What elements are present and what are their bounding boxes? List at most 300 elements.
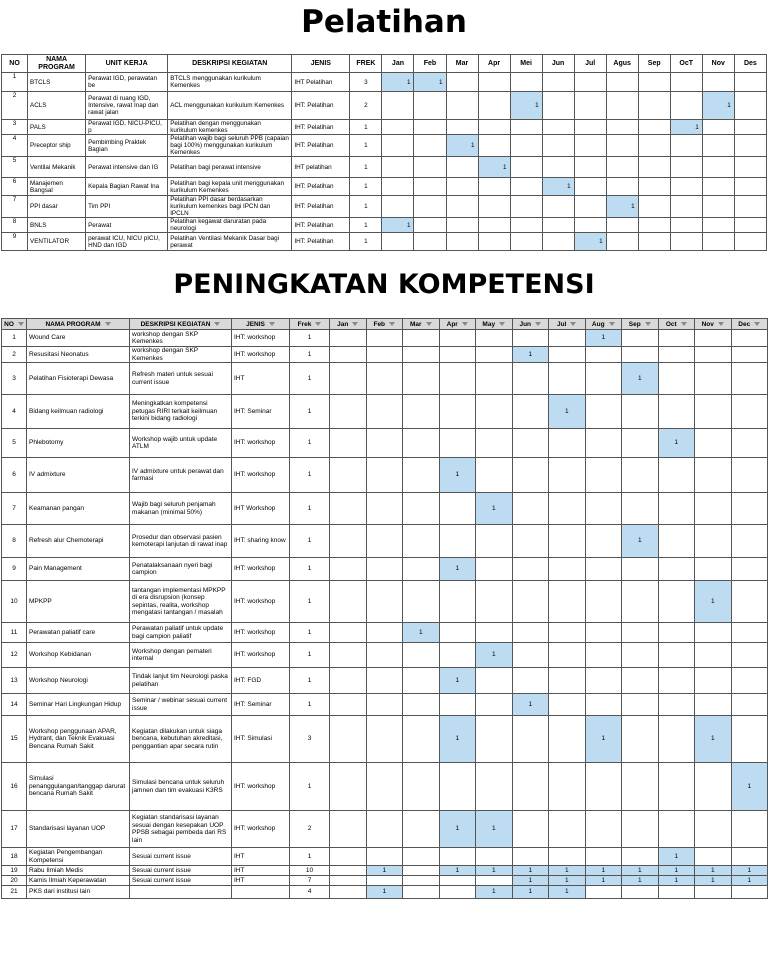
- header-cell-9: [476, 319, 513, 330]
- frekuensi: 1: [290, 581, 330, 623]
- program-name: Keamanan pangan: [27, 493, 130, 525]
- month-cell: [439, 363, 476, 395]
- month-cell: [403, 668, 440, 694]
- row-no: 16: [2, 763, 27, 811]
- header-cell-3: [232, 319, 290, 330]
- month-mark: 1: [512, 347, 549, 363]
- jenis: IHT: workshop: [232, 623, 290, 643]
- month-cell: [542, 73, 574, 92]
- deskripsi: Penatalaksanaan nyeri bagi campion: [130, 558, 232, 581]
- frekuensi: 1: [290, 458, 330, 493]
- jenis: IHT: Pelatihan: [292, 178, 350, 196]
- month-cell: [731, 525, 768, 558]
- month-mark: 1: [606, 196, 638, 218]
- filter-dropdown-icon[interactable]: [754, 322, 760, 326]
- header-cell-16: [731, 319, 768, 330]
- month-cell: [414, 218, 446, 233]
- filter-dropdown-icon[interactable]: [105, 322, 111, 326]
- header-cell-12: [585, 319, 622, 330]
- month-mark: 1: [622, 876, 659, 886]
- month-cell: [478, 178, 510, 196]
- program-name: Seminar Hari Lingkungan Hidup: [27, 694, 130, 716]
- filter-dropdown-icon[interactable]: [462, 322, 468, 326]
- unit-kerja: Kepala Bagian Rawat Ina: [86, 178, 168, 196]
- frekuensi: 1: [350, 218, 382, 233]
- month-cell: [622, 848, 659, 866]
- month-cell: [439, 429, 476, 458]
- month-cell: [478, 218, 510, 233]
- month-cell: [382, 233, 414, 251]
- pelatihan-table: [1, 54, 767, 251]
- header-cell-5: FREK: [350, 55, 382, 73]
- program-name: Simulasi penanggulangan/tanggap darurat bencana Rumah Sakit: [27, 763, 130, 811]
- month-cell: [734, 218, 766, 233]
- filter-dropdown-icon[interactable]: [426, 322, 432, 326]
- month-cell: [695, 668, 732, 694]
- unit-kerja: Perawat intensive dan IG: [86, 157, 168, 178]
- month-cell: [731, 811, 768, 848]
- month-mark: 1: [731, 763, 768, 811]
- header-cell-6: Jan: [382, 55, 414, 73]
- month-cell: [549, 347, 586, 363]
- month-mark: 1: [476, 866, 513, 876]
- deskripsi: Pelatihan bagi perawat intensive: [168, 157, 292, 178]
- month-cell: [574, 218, 606, 233]
- month-cell: [585, 886, 622, 899]
- unit-kerja: Perawat di ruang IGD, Intensive, rawat Inap dan rawat jalan: [86, 92, 168, 120]
- unit-kerja: Perawat IGD, perawatan be: [86, 73, 168, 92]
- program-name: BNLS: [28, 218, 86, 233]
- month-cell: [403, 363, 440, 395]
- month-cell: [574, 92, 606, 120]
- month-cell: [366, 395, 403, 429]
- month-cell: [439, 643, 476, 668]
- month-mark: 1: [446, 135, 478, 157]
- month-cell: [439, 763, 476, 811]
- month-cell: [403, 886, 440, 899]
- month-cell: [510, 218, 542, 233]
- frekuensi: 1: [290, 763, 330, 811]
- program-name: Workshop penggunaan APAR, Hydrant, dan Teknik Evakuasi Bencana Rumah Sakit: [27, 716, 130, 763]
- month-cell: [330, 866, 367, 876]
- month-cell: [476, 558, 513, 581]
- filter-dropdown-icon[interactable]: [389, 322, 395, 326]
- month-cell: [510, 233, 542, 251]
- jenis: IHT: [232, 363, 290, 395]
- deskripsi: Simulasi bencana untuk seluruh jamnen dan tim evakuasi K3RS: [130, 763, 232, 811]
- table-row: [2, 848, 768, 866]
- table-row: [2, 395, 768, 429]
- deskripsi: Kegiatan dilakukan untuk siaga bencana, kebutuhan akreditasi, penggantian apar secara rutin: [130, 716, 232, 763]
- filter-dropdown-icon[interactable]: [609, 322, 615, 326]
- month-cell: [476, 458, 513, 493]
- program-name: Resusitasi Neonatus: [27, 347, 130, 363]
- month-mark: 1: [510, 92, 542, 120]
- month-cell: [414, 120, 446, 135]
- month-cell: [366, 848, 403, 866]
- month-cell: [439, 876, 476, 886]
- program-name: Standarisasi layanan UOP: [27, 811, 130, 848]
- month-cell: [549, 558, 586, 581]
- month-cell: [734, 178, 766, 196]
- header-cell-4: [290, 319, 330, 330]
- row-no: 6: [2, 178, 28, 196]
- month-cell: [731, 429, 768, 458]
- deskripsi: ACL menggunakan kurikulum Kemenkes: [168, 92, 292, 120]
- month-cell: [542, 135, 574, 157]
- row-no: 9: [2, 233, 28, 251]
- header-cell-2: [130, 319, 232, 330]
- month-cell: [574, 120, 606, 135]
- month-cell: [670, 233, 702, 251]
- month-cell: [414, 178, 446, 196]
- table-header-row: [2, 55, 767, 73]
- filter-dropdown-icon[interactable]: [269, 322, 275, 326]
- table-row: [2, 643, 768, 668]
- row-no: 4: [2, 135, 28, 157]
- month-cell: [403, 395, 440, 429]
- month-cell: [695, 525, 732, 558]
- month-mark: 1: [476, 493, 513, 525]
- month-cell: [512, 395, 549, 429]
- month-mark: 1: [658, 848, 695, 866]
- month-cell: [731, 558, 768, 581]
- month-cell: [622, 330, 659, 347]
- month-cell: [658, 347, 695, 363]
- month-mark: 1: [731, 866, 768, 876]
- month-cell: [512, 525, 549, 558]
- header-cell-1: [27, 319, 130, 330]
- header-cell-14: Sep: [638, 55, 670, 73]
- program-name: Kamis Ilmiah Keperawatan: [27, 876, 130, 886]
- month-mark: 1: [670, 120, 702, 135]
- month-cell: [695, 347, 732, 363]
- jenis: IHT: Simulasi: [232, 716, 290, 763]
- jenis: IHT: [232, 876, 290, 886]
- row-no: 2: [2, 92, 28, 120]
- month-cell: [606, 233, 638, 251]
- row-no: 7: [2, 196, 28, 218]
- filter-dropdown-icon[interactable]: [315, 322, 321, 326]
- month-cell: [670, 92, 702, 120]
- month-cell: [585, 493, 622, 525]
- header-cell-10: Mei: [510, 55, 542, 73]
- program-name: Workshop Neurologi: [27, 668, 130, 694]
- header-label: Frek: [297, 320, 312, 328]
- month-cell: [478, 233, 510, 251]
- deskripsi: Seminar / webinar sesuai current issue: [130, 694, 232, 716]
- month-cell: [512, 493, 549, 525]
- month-cell: [585, 694, 622, 716]
- month-cell: [439, 493, 476, 525]
- filter-dropdown-icon[interactable]: [570, 322, 576, 326]
- month-cell: [403, 866, 440, 876]
- jenis: IHT: [232, 848, 290, 866]
- month-cell: [695, 363, 732, 395]
- frekuensi: 1: [290, 668, 330, 694]
- row-no: 12: [2, 643, 27, 668]
- header-label: NAMA PROGRAM: [45, 320, 101, 328]
- month-mark: 1: [585, 330, 622, 347]
- row-no: 11: [2, 623, 27, 643]
- month-cell: [330, 429, 367, 458]
- jenis: IHT: [232, 866, 290, 876]
- month-cell: [731, 886, 768, 899]
- month-cell: [366, 668, 403, 694]
- frekuensi: 1: [350, 135, 382, 157]
- month-cell: [403, 347, 440, 363]
- month-cell: [695, 763, 732, 811]
- month-cell: [542, 120, 574, 135]
- month-cell: [439, 886, 476, 899]
- table-row: [2, 811, 768, 848]
- month-cell: [330, 716, 367, 763]
- month-cell: [622, 763, 659, 811]
- month-cell: [658, 643, 695, 668]
- header-label: Jul: [557, 320, 567, 328]
- month-cell: [510, 120, 542, 135]
- month-cell: [478, 135, 510, 157]
- month-cell: [446, 196, 478, 218]
- frekuensi: 1: [290, 330, 330, 347]
- month-cell: [658, 395, 695, 429]
- program-name: Kegiatan Pengembangan Kompetensi: [27, 848, 130, 866]
- month-cell: [731, 694, 768, 716]
- jenis: IHT: workshop: [232, 581, 290, 623]
- month-cell: [658, 886, 695, 899]
- month-cell: [330, 458, 367, 493]
- month-cell: [366, 493, 403, 525]
- month-mark: 1: [414, 73, 446, 92]
- deskripsi: Wajib bagi seluruh penjamah makanan (minimal 50%): [130, 493, 232, 525]
- deskripsi: workshop dengan SKP Kemenkes: [130, 330, 232, 347]
- month-cell: [366, 643, 403, 668]
- month-cell: [622, 429, 659, 458]
- row-no: 20: [2, 876, 27, 886]
- month-cell: [658, 493, 695, 525]
- month-cell: [622, 347, 659, 363]
- table-row: [2, 233, 767, 251]
- month-cell: [403, 716, 440, 763]
- month-cell: [366, 716, 403, 763]
- month-cell: [638, 73, 670, 92]
- month-cell: [439, 848, 476, 866]
- month-cell: [695, 886, 732, 899]
- month-cell: [382, 120, 414, 135]
- filter-dropdown-icon[interactable]: [352, 322, 358, 326]
- row-no: 2: [2, 347, 27, 363]
- month-cell: [403, 694, 440, 716]
- month-cell: [702, 178, 734, 196]
- month-cell: [439, 694, 476, 716]
- filter-dropdown-icon[interactable]: [681, 322, 687, 326]
- month-cell: [512, 458, 549, 493]
- month-mark: 1: [439, 866, 476, 876]
- jenis: IHT: Seminar: [232, 694, 290, 716]
- frekuensi: 2: [350, 92, 382, 120]
- month-cell: [606, 92, 638, 120]
- month-cell: [585, 811, 622, 848]
- deskripsi: Pelatihan kegawat daruratan pada neurologi: [168, 218, 292, 233]
- table-row: [2, 694, 768, 716]
- month-cell: [476, 763, 513, 811]
- month-cell: [330, 876, 367, 886]
- month-cell: [658, 525, 695, 558]
- row-no: 15: [2, 716, 27, 763]
- month-cell: [549, 668, 586, 694]
- month-cell: [734, 196, 766, 218]
- month-cell: [476, 623, 513, 643]
- header-cell-17: Des: [734, 55, 766, 73]
- program-name: Refresh alur Chemoterapi: [27, 525, 130, 558]
- month-cell: [658, 581, 695, 623]
- month-cell: [622, 716, 659, 763]
- month-cell: [403, 763, 440, 811]
- month-mark: 1: [542, 178, 574, 196]
- month-cell: [734, 73, 766, 92]
- month-cell: [330, 525, 367, 558]
- table-row: [2, 330, 768, 347]
- month-cell: [512, 581, 549, 623]
- month-cell: [330, 395, 367, 429]
- deskripsi: Sesuai current issue: [130, 876, 232, 886]
- header-label: Nov: [701, 320, 714, 328]
- row-no: 14: [2, 694, 27, 716]
- table-row: [2, 196, 767, 218]
- month-cell: [622, 581, 659, 623]
- month-cell: [446, 92, 478, 120]
- month-cell: [510, 196, 542, 218]
- program-name: Pelatihan Fisioterapi Dewasa: [27, 363, 130, 395]
- row-no: 5: [2, 429, 27, 458]
- month-cell: [695, 558, 732, 581]
- month-cell: [585, 643, 622, 668]
- month-cell: [382, 135, 414, 157]
- unit-kerja: Perawat: [86, 218, 168, 233]
- month-cell: [731, 623, 768, 643]
- frekuensi: 10: [290, 866, 330, 876]
- header-label: Apr: [446, 320, 458, 328]
- deskripsi: Tindak lanjut tim Neurologi paska pelatihan: [130, 668, 232, 694]
- month-cell: [414, 157, 446, 178]
- unit-kerja: Perawat IGD, NICU-PICU, p: [86, 120, 168, 135]
- table-row: [2, 347, 768, 363]
- month-mark: 1: [382, 218, 414, 233]
- month-cell: [439, 581, 476, 623]
- month-cell: [731, 493, 768, 525]
- filter-dropdown-icon[interactable]: [718, 322, 724, 326]
- month-cell: [366, 763, 403, 811]
- table-row: [2, 668, 768, 694]
- jenis: IHT: Pelatihan: [292, 135, 350, 157]
- frekuensi: 1: [350, 196, 382, 218]
- month-cell: [606, 135, 638, 157]
- month-cell: [622, 623, 659, 643]
- table-row: [2, 716, 768, 763]
- month-cell: [695, 848, 732, 866]
- month-cell: [670, 218, 702, 233]
- month-cell: [330, 493, 367, 525]
- filter-dropdown-icon[interactable]: [214, 322, 220, 326]
- month-cell: [638, 157, 670, 178]
- program-name: Wound Care: [27, 330, 130, 347]
- table-row: [2, 525, 768, 558]
- month-cell: [585, 363, 622, 395]
- month-cell: [622, 886, 659, 899]
- month-cell: [585, 558, 622, 581]
- month-cell: [695, 429, 732, 458]
- month-cell: [734, 233, 766, 251]
- month-cell: [549, 458, 586, 493]
- month-cell: [574, 157, 606, 178]
- month-mark: 1: [478, 157, 510, 178]
- month-cell: [549, 811, 586, 848]
- month-cell: [512, 623, 549, 643]
- filter-dropdown-icon[interactable]: [535, 322, 541, 326]
- month-mark: 1: [366, 866, 403, 876]
- month-cell: [622, 558, 659, 581]
- frekuensi: 3: [290, 716, 330, 763]
- month-cell: [330, 694, 367, 716]
- program-name: Bidang keilmuan radiologi: [27, 395, 130, 429]
- frekuensi: 1: [350, 233, 382, 251]
- table-row: [2, 157, 767, 178]
- month-cell: [512, 811, 549, 848]
- month-cell: [638, 233, 670, 251]
- row-no: 8: [2, 525, 27, 558]
- filter-dropdown-icon[interactable]: [645, 322, 651, 326]
- month-cell: [478, 120, 510, 135]
- month-cell: [542, 233, 574, 251]
- month-cell: [695, 643, 732, 668]
- month-cell: [330, 643, 367, 668]
- month-cell: [478, 73, 510, 92]
- jenis: IHT Workshop: [232, 493, 290, 525]
- month-cell: [366, 429, 403, 458]
- month-cell: [439, 347, 476, 363]
- frekuensi: 1: [290, 643, 330, 668]
- month-cell: [512, 716, 549, 763]
- month-cell: [512, 848, 549, 866]
- month-mark: 1: [512, 886, 549, 899]
- month-cell: [476, 395, 513, 429]
- month-cell: [403, 330, 440, 347]
- month-cell: [670, 135, 702, 157]
- month-cell: [695, 811, 732, 848]
- header-cell-7: [403, 319, 440, 330]
- month-cell: [658, 458, 695, 493]
- frekuensi: 1: [350, 120, 382, 135]
- filter-dropdown-icon[interactable]: [18, 322, 24, 326]
- month-cell: [512, 330, 549, 347]
- month-cell: [446, 233, 478, 251]
- month-mark: 1: [549, 876, 586, 886]
- table-row: [2, 218, 767, 233]
- month-cell: [702, 233, 734, 251]
- month-cell: [549, 429, 586, 458]
- month-cell: [585, 347, 622, 363]
- month-cell: [439, 395, 476, 429]
- header-cell-11: Jun: [542, 55, 574, 73]
- filter-dropdown-icon[interactable]: [499, 322, 505, 326]
- frekuensi: 1: [290, 347, 330, 363]
- month-cell: [476, 429, 513, 458]
- program-name: ACLS: [28, 92, 86, 120]
- month-mark: 1: [512, 866, 549, 876]
- table-row: [2, 558, 768, 581]
- month-cell: [638, 120, 670, 135]
- month-mark: 1: [549, 395, 586, 429]
